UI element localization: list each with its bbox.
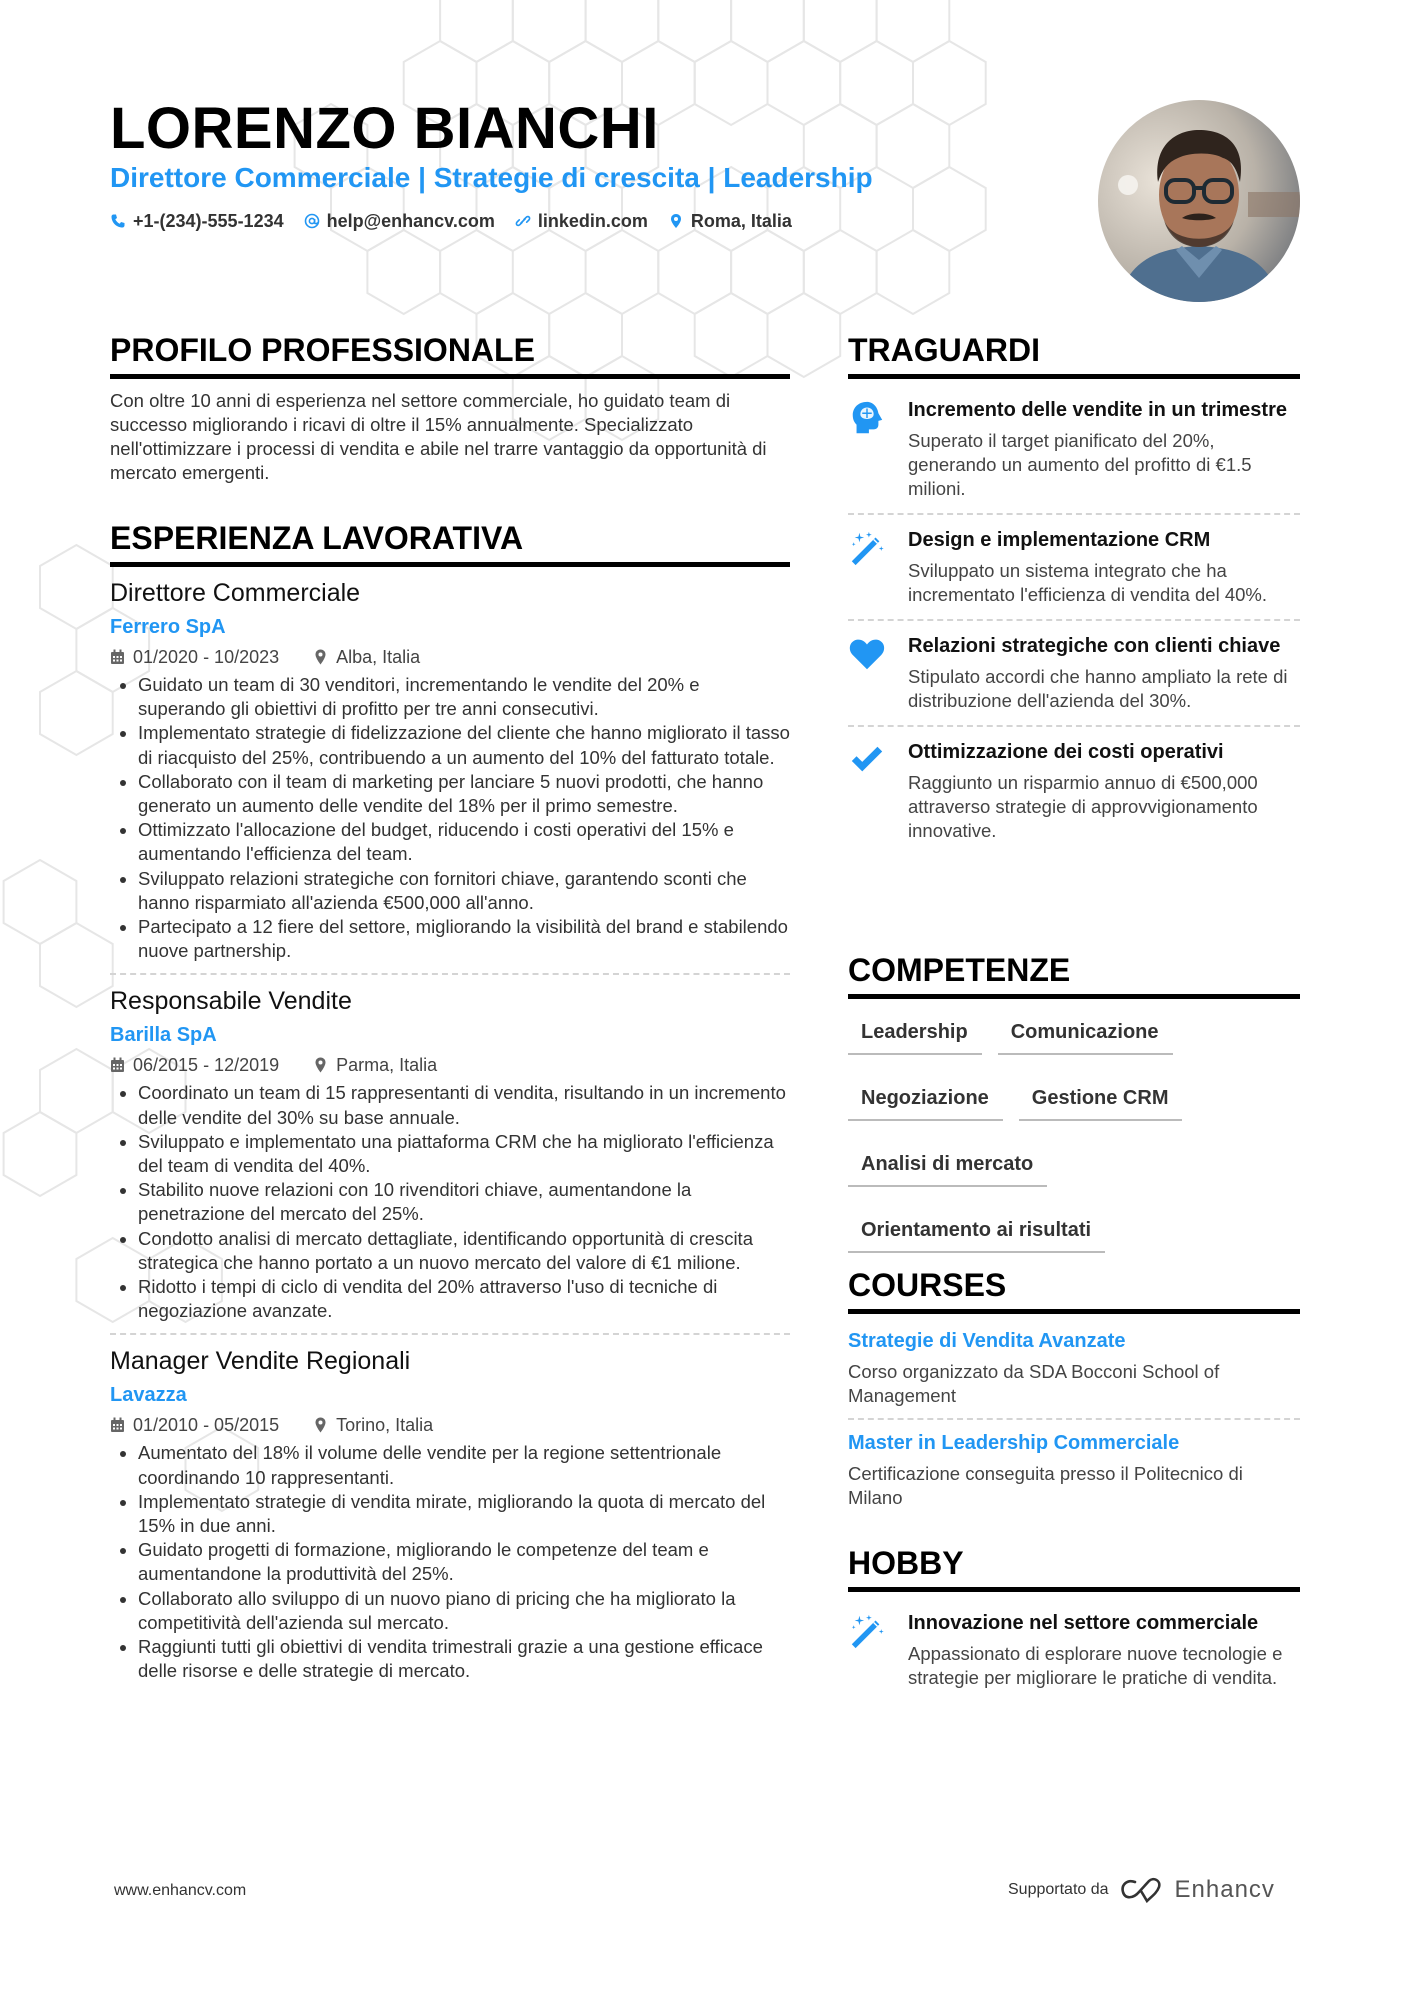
- skill-tag: Gestione CRM: [1019, 1073, 1183, 1121]
- contact-email[interactable]: [304, 208, 495, 234]
- magic-wand-icon: [848, 527, 894, 607]
- item-description: Raggiunto un risparmio annuo di €500,000 attraverso strategie di approvvigionamento innovative.: [908, 772, 1258, 841]
- contact-linkedin-text: linkedin.com: [537, 211, 648, 231]
- course-item: [848, 1318, 1300, 1418]
- item-title: Incremento delle vendite in un trimestre: [908, 399, 1287, 421]
- job-dates: 01/2020 - 10/2023: [133, 647, 280, 667]
- job-title: Manager Vendite Regionali: [110, 1347, 411, 1376]
- company-name[interactable]: Lavazza: [110, 1384, 187, 1407]
- experience-section: [110, 518, 790, 1684]
- skill-tag: Negoziazione: [848, 1073, 1003, 1121]
- item-title: Design e implementazione CRM: [908, 529, 1211, 551]
- job-bullets: [110, 1081, 790, 1323]
- job-location: Alba, Italia: [336, 647, 421, 667]
- hexagon-shape: [913, 167, 986, 251]
- location-icon: [313, 1057, 328, 1073]
- job-meta: [110, 1413, 790, 1437]
- phone-icon: [110, 213, 126, 229]
- calendar-icon: [110, 1417, 125, 1433]
- item-title: Ottimizzazione dei costi operativi: [908, 741, 1224, 763]
- candidate-headline: Direttore Commerciale | Strategie di crescita | Leadership: [110, 162, 873, 193]
- skills-section: [848, 950, 1300, 1271]
- job-title: Responsabile Vendite: [110, 987, 352, 1016]
- profile-summary: Con oltre 10 anni di esperienza nel settore commerciale, ho guidato team di successo migliorando i ricavi di oltre il 15% annualmente. Specializzato nell'ottimizzare i processi di vendita e abile nel trarre vantaggio da opportunità di mercato emergenti.: [110, 390, 767, 483]
- job-bullets: [110, 673, 790, 963]
- job-entry: [110, 1345, 790, 1683]
- hexagon-shape: [440, 0, 513, 62]
- achievement-item: [848, 513, 1300, 619]
- hobby-item: [848, 1598, 1300, 1702]
- hexagon-shape: [4, 1112, 77, 1196]
- job-bullet: • Stabilito nuove relazioni con 10 rivenditori chiave, aumentandone la penetrazione del mercato del 25%.: [138, 1178, 790, 1226]
- job-dates: 01/2010 - 05/2015: [133, 1415, 280, 1436]
- magic-wand-icon: [848, 1610, 894, 1690]
- contact-phone[interactable]: [110, 208, 284, 234]
- job-entry: [110, 577, 790, 975]
- hexagon-shape: [731, 230, 804, 314]
- item-description: Stipulato accordi che hanno ampliato la rete di distribuzione dell'azienda del 30%.: [908, 666, 1288, 711]
- item-body: [908, 739, 1300, 843]
- job-bullet: • Sviluppato relazioni strategiche con fornitori chiave, garantendo sconti che hanno risparmiato all'azienda €500,000 all'anno.: [138, 867, 790, 915]
- job-meta: [110, 1053, 790, 1077]
- calendar-icon: [110, 649, 125, 665]
- hexagon-shape: [877, 0, 950, 62]
- profile-photo: [1098, 100, 1300, 302]
- contact-bar: [110, 208, 792, 234]
- courses-section: [848, 1265, 1300, 1520]
- hexagon-shape: [40, 671, 113, 755]
- job-bullet: • Ridotto i tempi di ciclo di vendita del 20% attraverso l'uso di tecniche di negoziazione avanzate.: [138, 1275, 790, 1323]
- skill-tag: Comunicazione: [998, 1007, 1173, 1055]
- course-description: Corso organizzato da SDA Bocconi School of Management: [848, 1361, 1220, 1406]
- profile-section-title: PROFILO PROFESSIONALE: [110, 330, 790, 379]
- hexagon-shape: [877, 230, 950, 314]
- job-bullet: • Implementato strategie di fidelizzazione del cliente che hanno migliorato il tasso di riacquisto del 25%, contribuendo a un aumento del 10% del fatturato totale.: [138, 721, 790, 769]
- job-dates: 06/2015 - 12/2019: [133, 1055, 280, 1076]
- enhancv-brand-name: Enhancv: [1174, 1876, 1275, 1903]
- hexagon-shape: [695, 41, 768, 125]
- hobby-section: [848, 1543, 1300, 1702]
- location-icon: [313, 1417, 328, 1433]
- location-icon: [313, 649, 328, 665]
- job-title: Direttore Commerciale: [110, 579, 361, 607]
- heart-icon: [848, 633, 894, 713]
- item-body: [908, 397, 1300, 501]
- profile-photo-image: [1098, 100, 1300, 302]
- hexagon-shape: [731, 0, 804, 62]
- hexagon-shape: [804, 0, 877, 62]
- company-name[interactable]: Ferrero SpA: [110, 616, 226, 638]
- checkmark-icon: [848, 739, 894, 843]
- achievement-item: [848, 619, 1300, 725]
- achievement-item: [848, 385, 1300, 513]
- contact-location-text: Roma, Italia: [690, 211, 792, 231]
- hexagon-shape: [804, 230, 877, 314]
- job-entry: [110, 985, 790, 1335]
- item-body: [908, 527, 1300, 607]
- hexagon-shape: [40, 923, 113, 1007]
- item-description: Sviluppato un sistema integrato che ha incrementato l'efficienza di vendita del 40%.: [908, 560, 1268, 605]
- job-bullet: • Ottimizzato l'allocazione del budget, riducendo i costi operativi del 15% e aumentando l'efficienza del team.: [138, 818, 790, 866]
- contact-phone-text: +1-(234)-555-1234: [133, 211, 284, 231]
- hexagon-shape: [840, 41, 913, 125]
- item-description: Superato il target pianificato del 20%, generando un aumento del profitto di €1.5 milioni.: [908, 430, 1252, 499]
- item-title: Relazioni strategiche con clienti chiave: [908, 635, 1281, 657]
- contact-linkedin[interactable]: [515, 208, 648, 234]
- hexagon-shape: [586, 0, 659, 62]
- hexagon-shape: [913, 41, 986, 125]
- hexagon-shape: [877, 104, 950, 188]
- item-description: Appassionato di esplorare nuove tecnologie e strategie per migliorare le pratiche di vendita.: [908, 1643, 1283, 1688]
- link-icon: [515, 213, 531, 229]
- company-name[interactable]: Barilla SpA: [110, 1024, 217, 1047]
- job-bullet: • Guidato un team di 30 venditori, incrementando le vendite del 20% e superando gli obiettivi di profitto per tre anni consecutivi.: [138, 673, 790, 721]
- course-item: [848, 1418, 1300, 1520]
- hexagon-shape: [40, 1049, 113, 1133]
- hexagon-shape: [4, 860, 77, 944]
- footer-website-link[interactable]: www.enhancv.com: [114, 1882, 247, 1899]
- item-title: Innovazione nel settore commerciale: [908, 1612, 1259, 1634]
- job-bullet: • Partecipato a 12 fiere del settore, migliorando la visibilità del brand e stabilendo nuove partnership.: [138, 915, 790, 963]
- job-location: Parma, Italia: [336, 1055, 438, 1076]
- head-brain-icon: [848, 397, 894, 501]
- job-divider: [110, 973, 790, 975]
- calendar-icon: [110, 1057, 125, 1073]
- job-location: Torino, Italia: [336, 1415, 434, 1436]
- hexagon-shape: [586, 230, 659, 314]
- job-bullet: • Raggiunti tutti gli obiettivi di vendita trimestrali grazie a una gestione efficace delle risorse e delle strategie di mercato.: [138, 1635, 790, 1683]
- at-icon: [304, 213, 320, 229]
- hexagon-shape: [513, 0, 586, 62]
- skills-section-title: COMPETENZE: [848, 950, 1300, 999]
- hexagon-shape: [440, 230, 513, 314]
- job-bullet: • Implementato strategie di vendita mirate, migliorando la quota di mercato del 15% in due anni.: [138, 1490, 790, 1538]
- footer-powered-by: [1008, 1876, 1275, 1904]
- hexagon-shape: [768, 41, 841, 125]
- contact-email-text: help@enhancv.com: [326, 211, 495, 231]
- location-icon: [668, 213, 684, 229]
- job-bullet: • Aumentato del 18% il volume delle vendite per la regione settentrionale coordinando 10 rappresentanti.: [138, 1441, 790, 1489]
- skill-tag: Leadership: [848, 1007, 982, 1055]
- achievements-section-title: TRAGUARDI: [848, 330, 1300, 379]
- footer-powered-by-text: Supportato da: [1008, 1881, 1109, 1898]
- courses-section-title: COURSES: [848, 1265, 1300, 1314]
- hexagon-shape: [658, 230, 731, 314]
- job-bullet: • Guidato progetti di formazione, migliorando le competenze del team e aumentandone la produttività del 25%.: [138, 1538, 790, 1586]
- profile-section: [110, 330, 790, 485]
- course-title[interactable]: Master in Leadership Commerciale: [848, 1432, 1180, 1454]
- job-bullet: • Condotto analisi di mercato dettagliate, identificando opportunità di crescita strategica che hanno portato a un nuovo mercato del valore di €1 milione.: [138, 1227, 790, 1275]
- job-bullet: • Collaborato allo sviluppo di un nuovo piano di pricing che ha migliorato la competitività dell'azienda sul mercato.: [138, 1587, 790, 1635]
- hexagon-shape: [40, 545, 113, 629]
- job-divider: [110, 1333, 790, 1335]
- hobby-section-title: HOBBY: [848, 1543, 1300, 1592]
- hexagon-shape: [367, 230, 440, 314]
- job-bullets: [110, 1441, 790, 1683]
- item-body: [908, 1610, 1300, 1690]
- experience-section-title: ESPERIENZA LAVORATIVA: [110, 518, 790, 567]
- candidate-name: LORENZO BIANCHI: [110, 96, 659, 161]
- course-title[interactable]: Strategie di Vendita Avanzate: [848, 1330, 1126, 1352]
- achievements-section: [848, 330, 1300, 855]
- job-bullet: • Collaborato con il team di marketing per lanciare 5 nuovi prodotti, che hanno generato un aumento delle vendite del 18% per il primo semestre.: [138, 770, 790, 818]
- course-description: Certificazione conseguita presso il Politecnico di Milano: [848, 1463, 1243, 1508]
- job-bullet: • Coordinato un team di 15 rappresentanti di vendita, risultando in un incremento delle vendite del 30% su base annuale.: [138, 1081, 790, 1129]
- hexagon-shape: [658, 0, 731, 62]
- achievement-item: [848, 725, 1300, 855]
- contact-location: [668, 208, 792, 234]
- job-meta: [110, 645, 790, 669]
- item-body: [908, 633, 1300, 713]
- job-bullet: • Sviluppato e implementato una piattaforma CRM che ha migliorato l'efficienza del team di vendita del 40%.: [138, 1130, 790, 1178]
- enhancv-logo-icon: [1119, 1877, 1165, 1903]
- skill-tag: Analisi di mercato: [848, 1139, 1047, 1187]
- skill-tag: Orientamento ai risultati: [848, 1205, 1105, 1253]
